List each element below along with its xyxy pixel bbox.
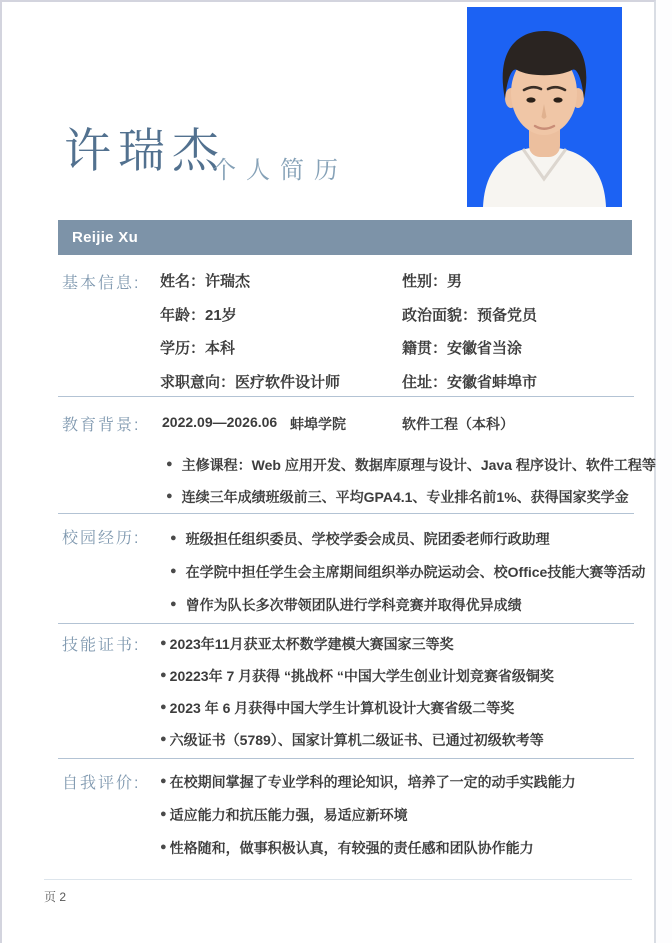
field-label: 性别： [402,273,448,290]
field-value: 医疗软件设计师 [235,374,341,391]
bullet-icon: ● [160,701,167,713]
list-item [160,772,576,792]
bullet-text: 2023 年 6 月获得中国大学生计算机设计大赛省级二等奖 [169,700,515,716]
bullet-icon: ● [166,490,173,502]
bullet-icon: ● [170,565,177,577]
list-item [160,805,408,825]
bullet-icon: ● [160,733,167,745]
bullet-icon: ● [166,458,173,470]
bullet-icon: ● [160,775,167,787]
bullet-icon: ● [170,532,177,544]
name-banner [58,220,632,255]
banner-text: Reijie Xu [72,229,139,246]
section-label-basic-info: 基本信息: [62,275,141,292]
bullet-icon: ● [160,637,167,649]
bullet-icon: ● [170,598,177,610]
bullet-text: 主修课程：Web 应用开发、数据库原理与设计、Java 程序设计、软件工程等 [181,457,656,473]
list-item [160,634,454,654]
field-value: 安徽省蚌埠市 [447,374,538,391]
resume-subtitle: 个人简历 [212,158,348,184]
field-gender [402,270,462,291]
candidate-name: 许瑞杰 [64,126,226,178]
field-value: 安徽省当涂 [447,340,523,357]
field-label: 年龄： [160,307,206,324]
list-item [160,730,544,750]
section-divider [58,396,634,397]
education-school: 蚌埠学院 [290,416,346,432]
bullet-text: 六级证书（5789）、国家计算机二级证书、已通过初级软考等 [169,732,544,748]
field-value: 预备党员 [477,307,538,324]
field-label: 姓名： [160,273,206,290]
field-label: 学历： [160,340,206,357]
field-political-status [402,304,537,325]
bullet-text: 曾作为队长多次带领团队进行学科竞赛并取得优异成绩 [185,597,522,613]
education-period: 2022.09—2026.06 [162,414,278,430]
section-divider [58,623,634,624]
profile-photo-illustration [467,7,622,207]
bullet-icon: ● [160,808,167,820]
field-value: 21岁 [205,307,237,324]
list-item [170,595,522,615]
list-item [160,838,534,858]
field-label: 籍贯： [402,340,448,357]
bullet-icon: ● [160,841,167,853]
field-native-place [402,337,522,358]
field-job-intention [160,371,340,392]
list-item [166,455,656,475]
section-divider [58,513,634,514]
bullet-text: 班级担任组织委员、学校学委会成员、院团委老师行政助理 [185,531,550,547]
bullet-text: 在校期间掌握了专业学科的理论知识，培养了一定的动手实践能力 [169,774,576,790]
education-major: 软件工程（本科） [402,416,514,432]
bullet-text: 适应能力和抗压能力强，易适应新环境 [169,807,408,823]
section-divider [58,758,634,759]
bullet-text: 性格随和，做事积极认真，有较强的责任感和团队协作能力 [169,840,534,856]
list-item [160,666,554,686]
field-name [160,270,250,291]
section-label-skills: 技能证书: [62,637,141,654]
field-label: 求职意向： [160,374,236,391]
bullet-text: 2023年11月获亚太杯数学建模大赛国家三等奖 [169,636,454,652]
list-item [170,562,645,582]
field-value: 男 [447,273,463,290]
bullet-text: 在学院中担任学生会主席期间组织举办院运动会、校Office技能大赛等活动 [185,564,646,580]
field-value: 许瑞杰 [205,273,251,290]
list-item [170,529,550,549]
bullet-icon: ● [160,669,167,681]
page-number: 页 2 [44,890,67,904]
field-label: 住址： [402,374,448,391]
section-label-evaluation: 自我评价: [62,775,141,792]
list-item [166,487,629,507]
field-value: 本科 [205,340,236,357]
bullet-text: 连续三年成绩班级前三、平均GPA4.1、专业排名前1%、获得国家奖学金 [181,489,629,505]
list-item [160,698,514,718]
footer-divider [44,879,632,880]
field-age [160,304,237,325]
field-label: 政治面貌： [402,307,478,324]
section-label-campus: 校园经历: [62,530,141,547]
field-degree [160,337,235,358]
field-address [402,371,537,392]
section-label-education: 教育背景: [62,417,141,434]
profile-photo [467,7,622,207]
bullet-text: 20223年 7 月获得 “挑战杯 “中国大学生创业计划竞赛省级铜奖 [169,668,554,684]
